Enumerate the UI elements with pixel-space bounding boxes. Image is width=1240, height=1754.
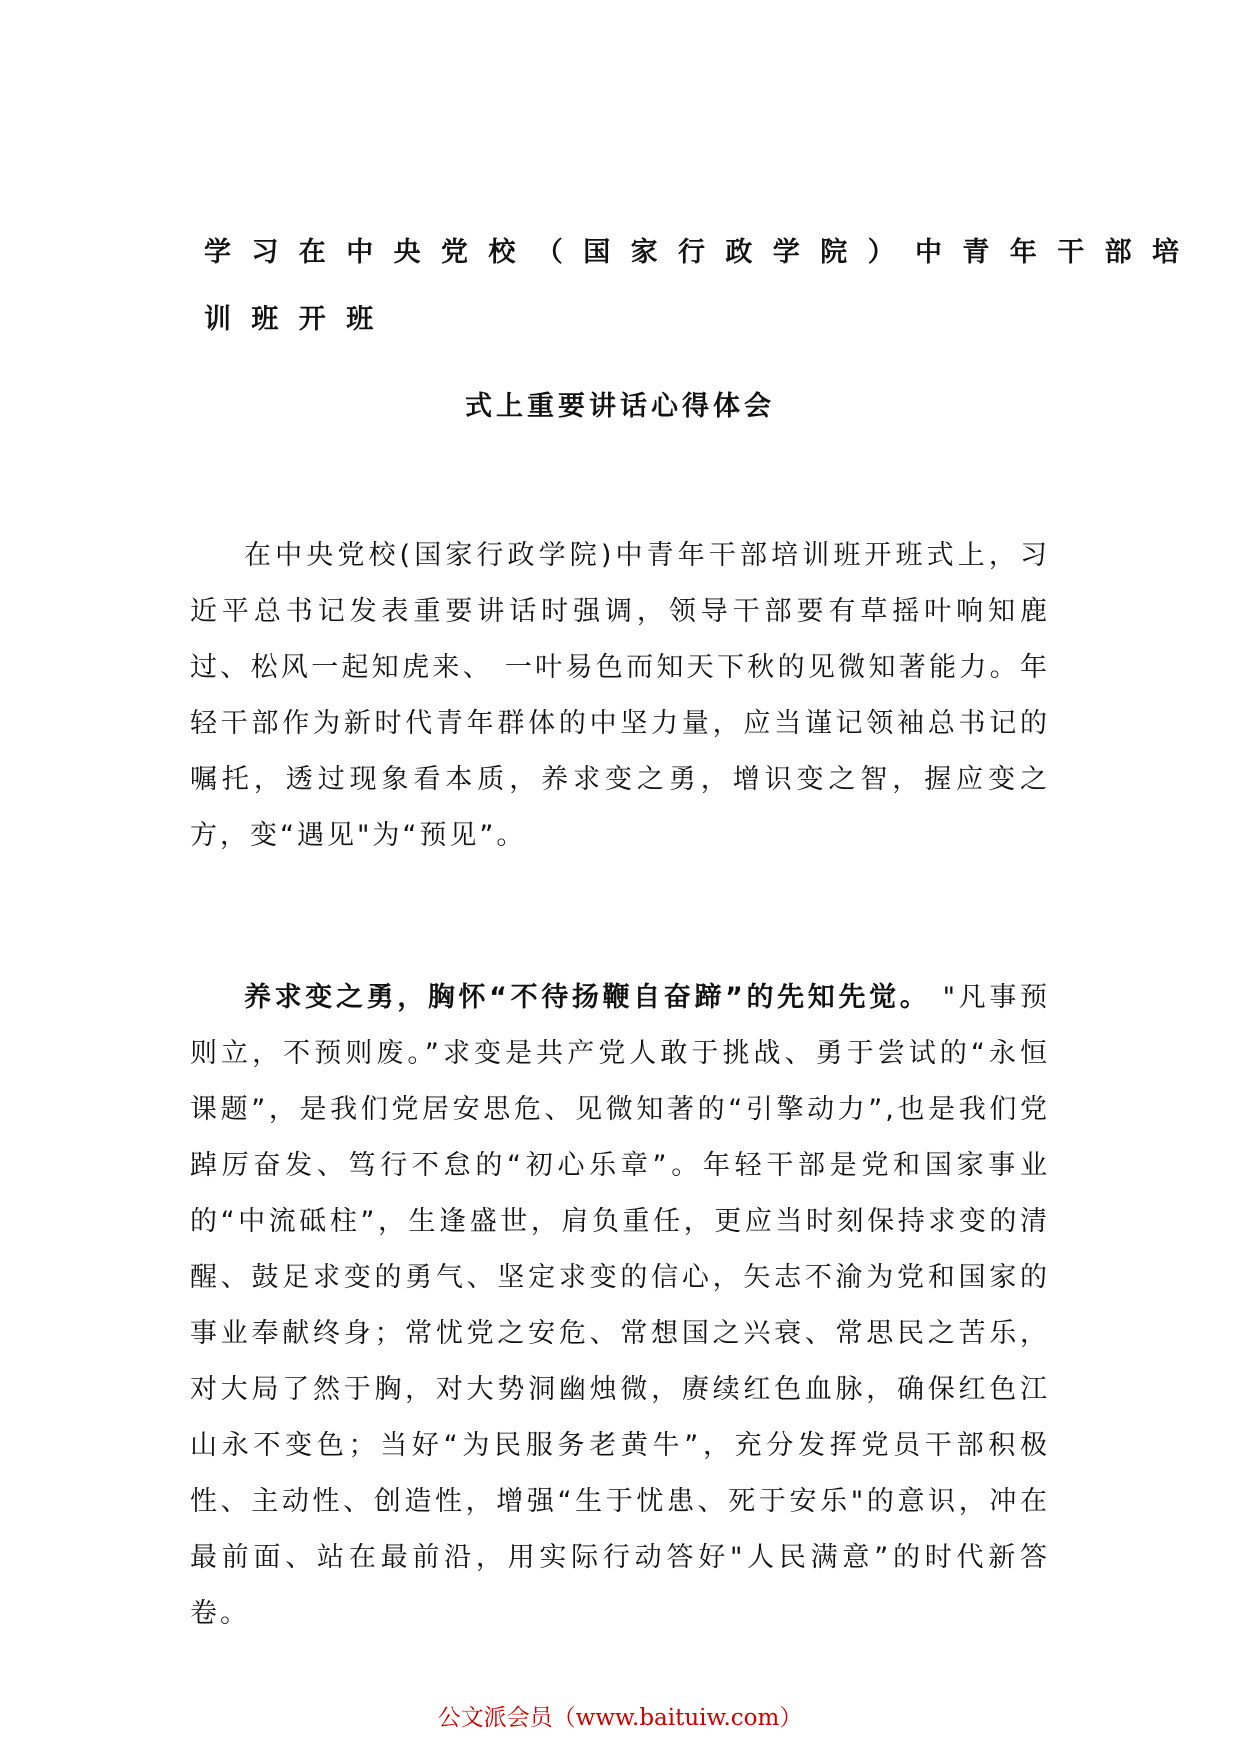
paragraph-2-lead: 养求变之勇，胸怀“不待扬鞭自奋蹄”的先知先觉。 (244, 982, 931, 1013)
body-paragraph-2 (190, 970, 1050, 1642)
title-line-1: 学习在中央党校（国家行政学院）中青年干部培 (204, 237, 1200, 268)
title-line-2: 训班开班 (204, 304, 394, 335)
paragraph-2-text: "凡事预则立，不预则废。”求变是共产党人敢于挑战、勇于尝试的“永恒课题”，是我们党居安思危、见微知著的“引擎动力”,也是我们党踔厉奋发、笃行不怠的“初心乐章”。年轻干部是党和国家事业的“中流砥柱”，生逢盛世，肩负重任，更应当时刻保持求变的清醒、鼓足求变的勇气、坚定求变的信心，矢志不渝为党和国家的事业奉献终身；常忧党之安危、常想国之兴衰、常思民之苦乐，对大局了然于胸，对大势洞幽烛微，赓续红色血脉，确保红色江山永不变色；当好“为民服务老黄牛”，充分发挥党员干部积极性、主动性、创造性，增强“生于忧患、死于安乐"的意识，冲在最前面、站在最前沿，用实际行动答好"人民满意”的时代新答卷。 (190, 982, 1050, 1629)
paragraph-1-text: 在中央党校(国家行政学院)中青年干部培训班开班式上，习近平总书记发表重要讲话时强调，领导干部要有草摇叶响知鹿过、松风一起知虎来、 一叶易色而知天下秋的见微知著能力。年轻干部作为新时代青年群体的中坚力量，应当谨记领袖总书记的嘱托，透过现象看本质，养求变之勇，增识变之智，握应变之方，变“遇见"为“预见”。 (190, 540, 1050, 851)
subtitle: 式上重要讲话心得体会 (465, 391, 775, 422)
body-paragraph-1 (190, 528, 1050, 864)
footer-watermark: 公文派会员（www.baituiw.com） (437, 1705, 803, 1731)
